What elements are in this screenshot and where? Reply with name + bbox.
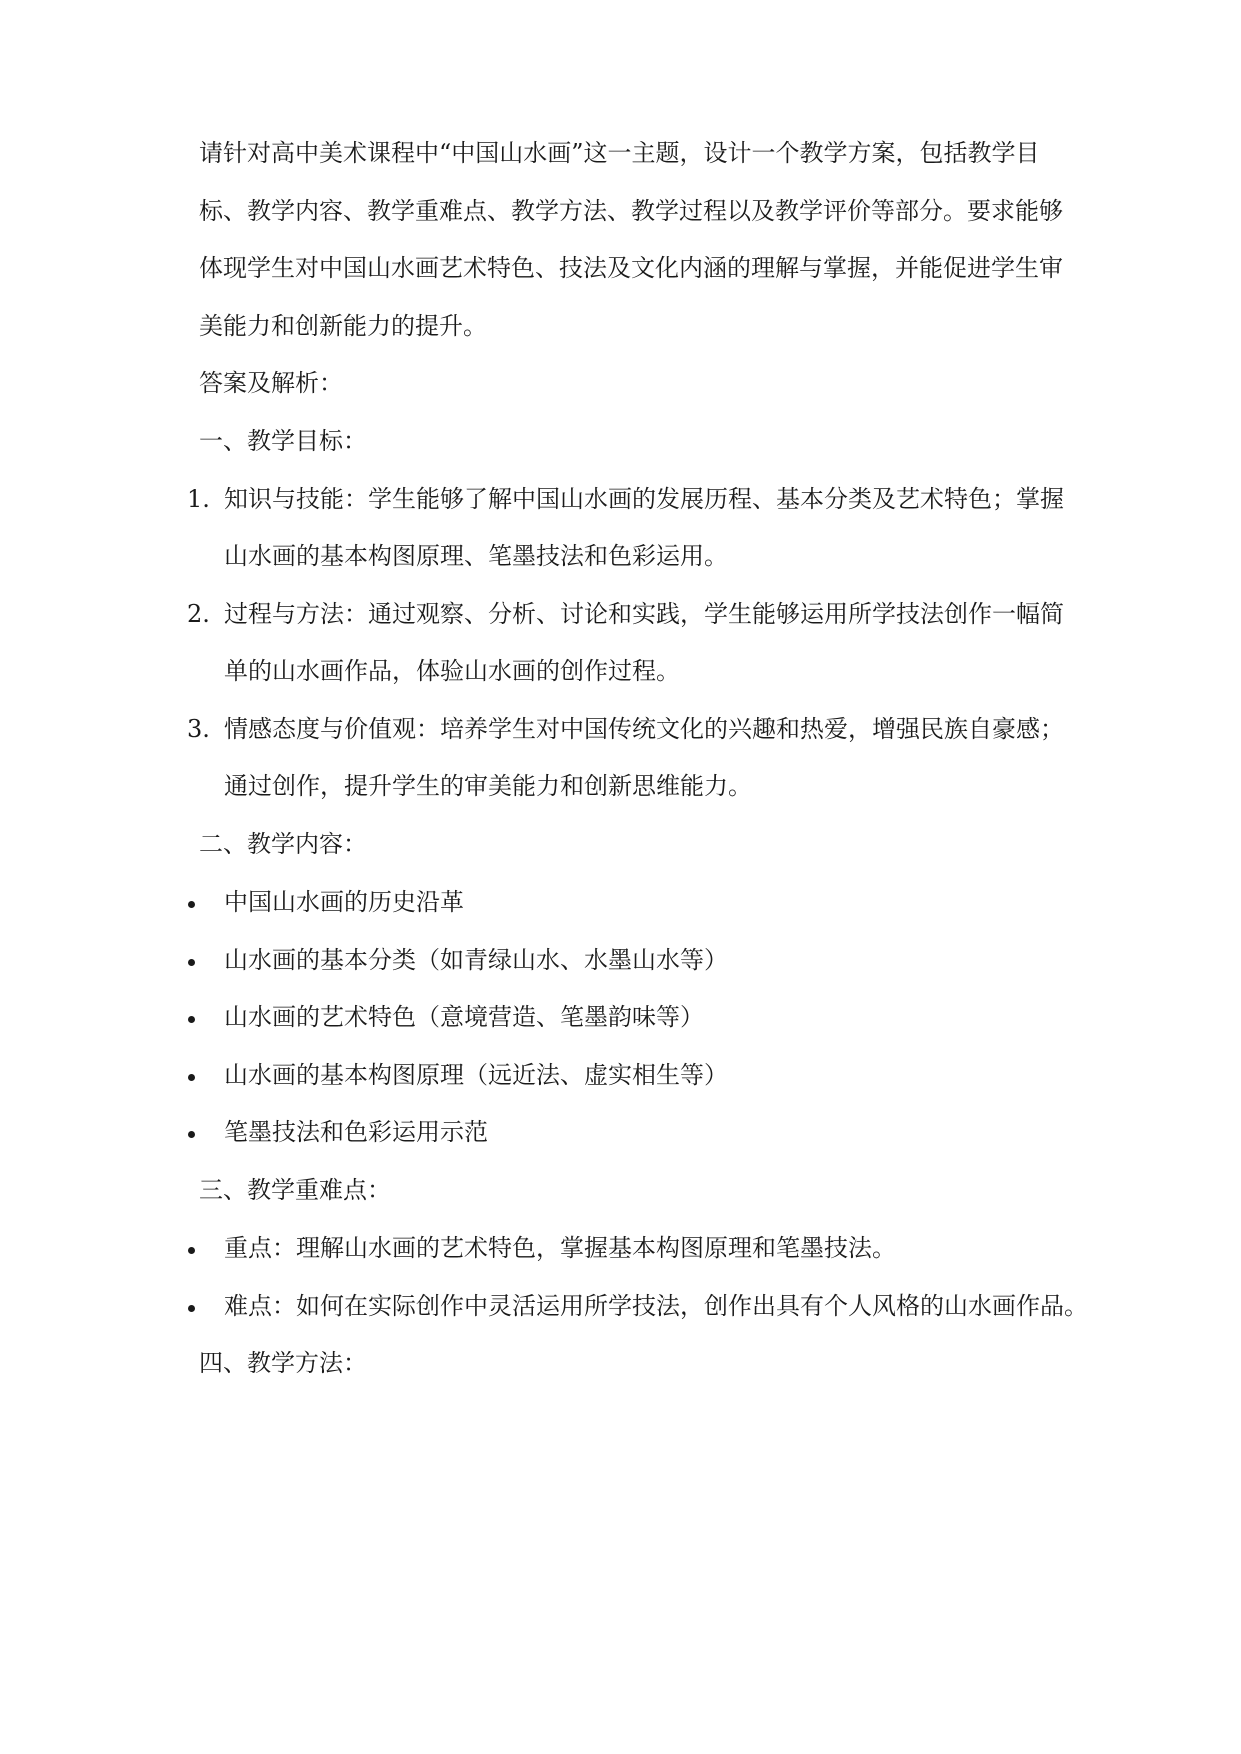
section-title-key-points: 三、教学重难点： [199,1176,391,1204]
content-item-1: 中国山水画的历史沿革 [224,888,464,916]
question-line-1: 请针对高中美术课程中“中国山水画”这一主题，设计一个教学方案，包括教学目 [199,139,1040,167]
section-title-objectives: 一、教学目标： [199,427,367,455]
answer-label: 答案及解析： [199,369,343,397]
section-title-content: 二、教学内容： [199,830,367,858]
bullet-icon [188,1247,195,1254]
content-item-4: 山水画的基本构图原理（远近法、虚实相生等） [224,1061,728,1089]
section-title-methods: 四、教学方法： [199,1349,367,1377]
bullet-icon [188,1074,195,1081]
question-line-2: 标、教学内容、教学重难点、教学方法、教学过程以及教学评价等部分。要求能够 [199,197,1063,225]
content-item-2: 山水画的基本分类（如青绿山水、水墨山水等） [224,946,728,974]
list-number-1: 1. [187,485,210,513]
bullet-icon [188,1305,195,1312]
question-line-3: 体现学生对中国山水画艺术特色、技法及文化内涵的理解与掌握，并能促进学生审 [199,254,1063,282]
objective-3-line-2: 通过创作，提升学生的审美能力和创新思维能力。 [224,772,752,800]
bullet-icon [188,959,195,966]
bullet-icon [188,1131,195,1138]
list-number-2: 2. [187,600,210,628]
objective-3-line-1: 情感态度与价值观：培养学生对中国传统文化的兴趣和热爱，增强民族自豪感； [224,715,1064,743]
question-line-4: 美能力和创新能力的提升。 [199,312,487,340]
objective-1-line-2: 山水画的基本构图原理、笔墨技法和色彩运用。 [224,542,728,570]
bullet-icon [188,1016,195,1023]
objective-1-line-1: 知识与技能：学生能够了解中国山水画的发展历程、基本分类及艺术特色；掌握 [224,485,1064,513]
objective-2-line-1: 过程与方法：通过观察、分析、讨论和实践，学生能够运用所学技法创作一幅简 [224,600,1064,628]
bullet-icon [188,901,195,908]
list-number-3: 3. [187,715,210,743]
difficulty-item: 难点：如何在实际创作中灵活运用所学技法，创作出具有个人风格的山水画作品。 [224,1292,1088,1320]
objective-2-line-2: 单的山水画作品，体验山水画的创作过程。 [224,657,680,685]
content-item-5: 笔墨技法和色彩运用示范 [224,1118,488,1146]
key-point-item: 重点：理解山水画的艺术特色，掌握基本构图原理和笔墨技法。 [224,1234,896,1262]
content-item-3: 山水画的艺术特色（意境营造、笔墨韵味等） [224,1003,704,1031]
